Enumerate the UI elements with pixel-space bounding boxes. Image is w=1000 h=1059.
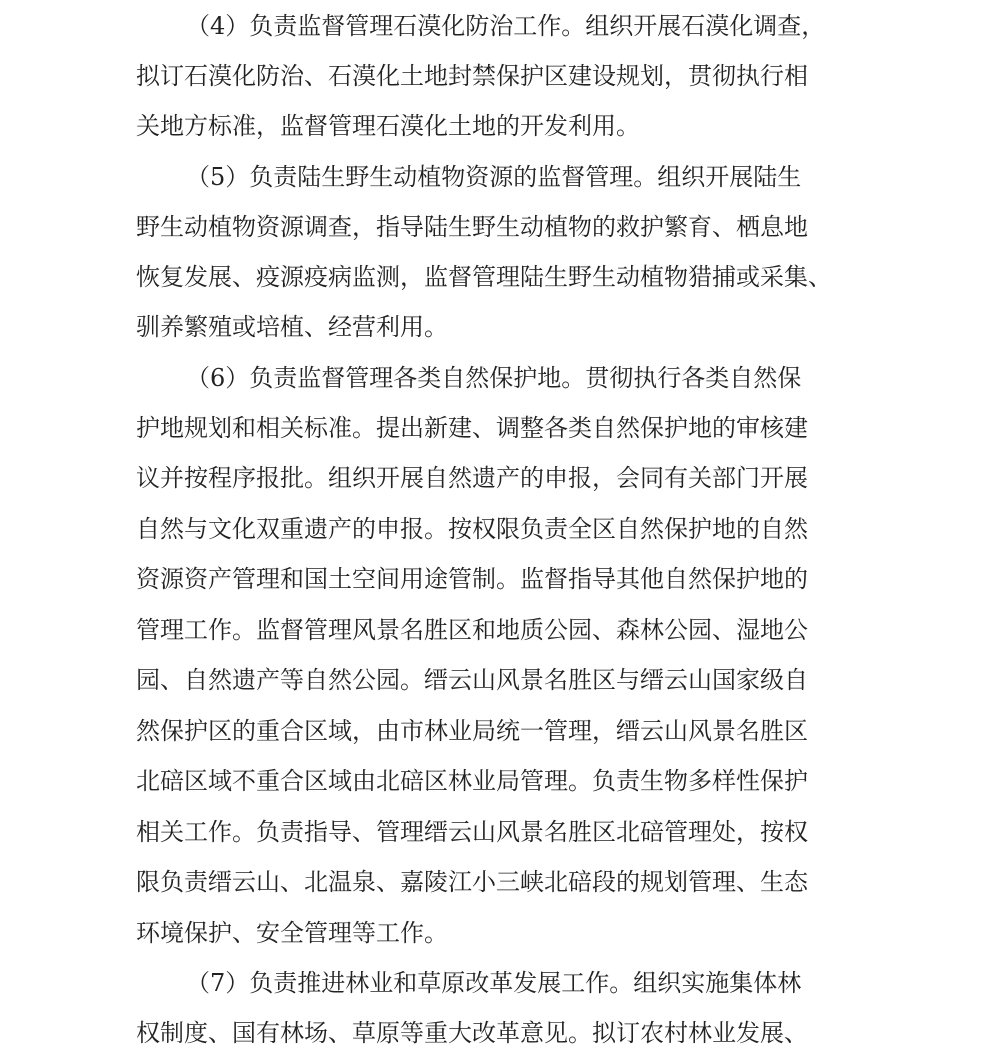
paragraph-6-line-6: 管理工作。监督管理风景名胜区和地质公园、森林公园、湿地公: [136, 616, 808, 644]
paragraph-7-line-1: （7）负责推进林业和草原改革发展工作。组织实施集体林: [186, 969, 802, 997]
paragraph-4-line-3: 关地方标准，监督管理石漠化土地的开发利用。: [136, 112, 640, 140]
paragraph-6-line-5: 资源资产管理和国土空间用途管制。监督指导其他自然保护地的: [136, 565, 808, 593]
paragraph-6-line-3: 议并按程序报批。组织开展自然遗产的申报，会同有关部门开展: [136, 464, 808, 492]
paragraph-6-line-10: 相关工作。负责指导、管理缙云山风景名胜区北碚管理处，按权: [136, 818, 808, 846]
paragraph-6-line-9: 北碚区域不重合区域由北碚区林业局管理。负责生物多样性保护: [136, 767, 808, 795]
paragraph-6-line-4: 自然与文化双重遗产的申报。按权限负责全区自然保护地的自然: [136, 515, 808, 543]
paragraph-4-line-1: （4）负责监督管理石漠化防治工作。组织开展石漠化调查，: [186, 12, 826, 40]
paragraph-6-line-1: （6）负责监督管理各类自然保护地。贯彻执行各类自然保: [186, 364, 802, 392]
paragraph-6-line-8: 然保护区的重合区域，由市林业局统一管理，缙云山风景名胜区: [136, 717, 808, 745]
paragraph-5-line-2: 野生动植物资源调查，指导陆生野生动植物的救护繁育、栖息地: [136, 213, 808, 241]
paragraph-6-line-12: 环境保护、安全管理等工作。: [136, 919, 448, 947]
paragraph-5-line-4: 驯养繁殖或培植、经营利用。: [136, 313, 448, 341]
paragraph-4-line-2: 拟订石漠化防治、石漠化土地封禁保护区建设规划，贯彻执行相: [136, 62, 808, 90]
paragraph-5-line-1: （5）负责陆生野生动植物资源的监督管理。组织开展陆生: [186, 163, 802, 191]
paragraph-6-line-7: 园、自然遗产等自然公园。缙云山风景名胜区与缙云山国家级自: [136, 666, 808, 694]
paragraph-6-line-11: 限负责缙云山、北温泉、嘉陵江小三峡北碚段的规划管理、生态: [136, 868, 808, 896]
paragraph-7-line-2: 权制度、国有林场、草原等重大改革意见。拟订农村林业发展、: [136, 1019, 808, 1047]
paragraph-6-line-2: 护地规划和相关标准。提出新建、调整各类自然保护地的审核建: [136, 414, 808, 442]
paragraph-5-line-3: 恢复发展、疫源疫病监测，监督管理陆生野生动植物猎捕或采集、: [136, 263, 832, 291]
